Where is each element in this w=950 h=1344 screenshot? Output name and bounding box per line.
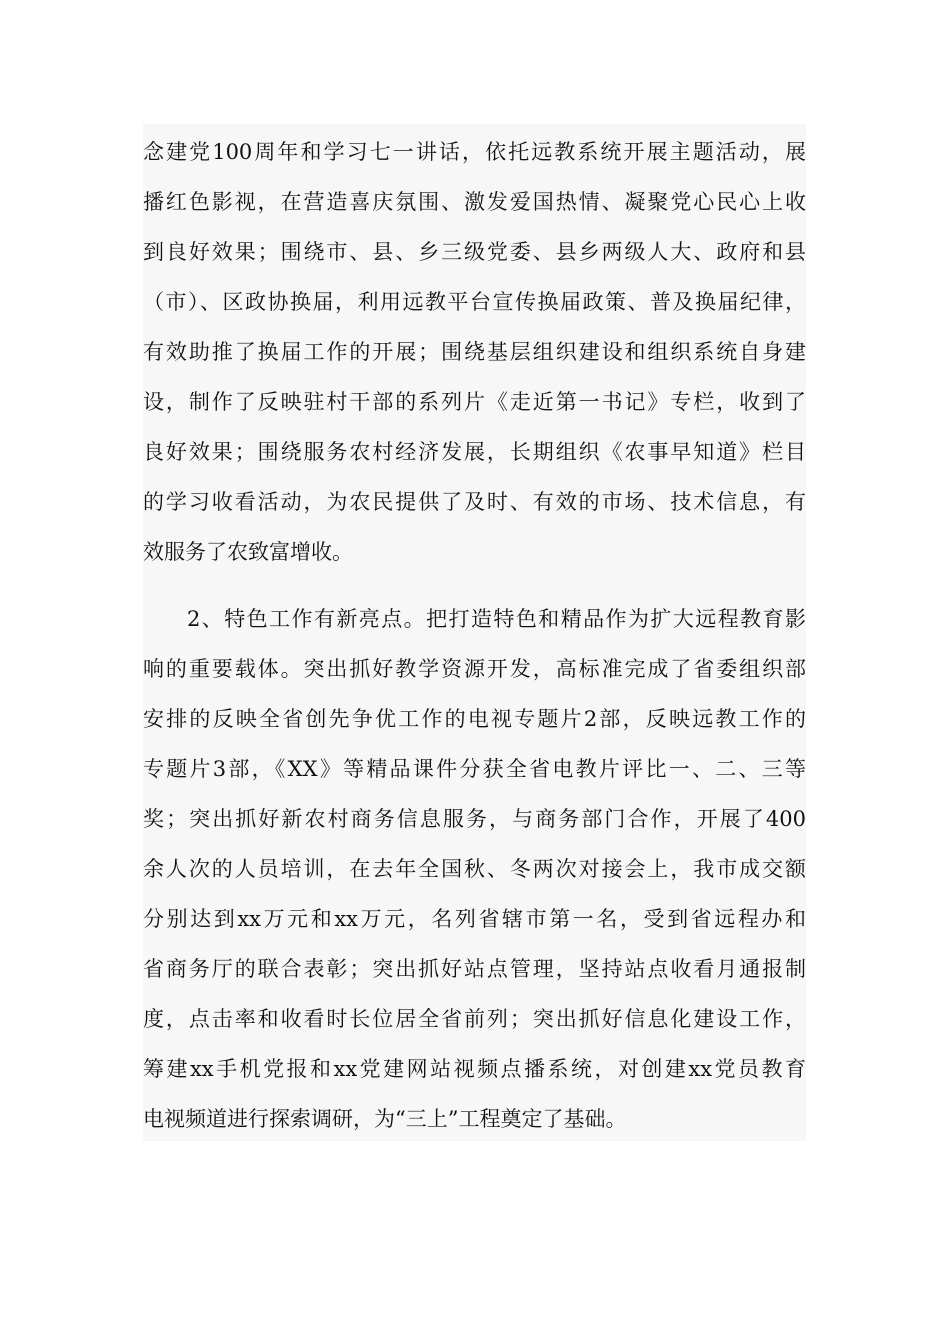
text-line: 分别达到xx万元和xx万元，名列省辖市第一名，受到省远程办和: [143, 907, 806, 931]
text-line: 念建党100周年和学习七一讲话，依托远教系统开展主题活动，展: [143, 140, 806, 164]
text-line: 专题片3部，《XX》等精品课件分获全省电教片评比一、二、三等: [143, 757, 806, 781]
text-line: 电视频道进行探索调研，为“三上”工程奠定了基础。: [143, 1107, 627, 1131]
text-line: 奖；突出抓好新农村商务信息服务，与商务部门合作，开展了400: [143, 807, 806, 831]
text-line: 到良好效果；围绕市、县、乡三级党委、县乡两级人大、政府和县: [143, 240, 806, 264]
text-line: 播红色影视，在营造喜庆氛围、激发爱国热情、凝聚党心民心上收: [143, 190, 806, 214]
paragraph-featured-work-highlights: [143, 594, 806, 1144]
text-line: （市）、区政协换届，利用远教平台宣传换届政策、普及换届纪律，: [143, 290, 806, 314]
paragraph-remote-education-activities: [143, 127, 806, 577]
text-line: 度，点击率和收看时长位居全省前列；突出抓好信息化建设工作，: [143, 1007, 806, 1031]
text-line: 效服务了农致富增收。: [143, 540, 353, 564]
text-line: 2、特色工作有新亮点。把打造特色和精品作为扩大远程教育影: [187, 607, 806, 631]
text-line: 安排的反映全省创先争优工作的电视专题片2部，反映远教工作的: [143, 707, 806, 731]
text-line: 余人次的人员培训，在去年全国秋、冬两次对接会上，我市成交额: [143, 857, 806, 881]
text-line: 的学习收看活动，为农民提供了及时、有效的市场、技术信息，有: [143, 490, 806, 514]
text-line: 设，制作了反映驻村干部的系列片《走近第一书记》专栏，收到了: [143, 390, 806, 414]
text-line: 省商务厅的联合表彰；突出抓好站点管理，坚持站点收看月通报制: [143, 957, 806, 981]
text-line: 响的重要载体。突出抓好教学资源开发，高标准完成了省委组织部: [143, 657, 806, 681]
text-line: 筹建xx手机党报和xx党建网站视频点播系统，对创建xx党员教育: [143, 1057, 806, 1081]
document-body: [143, 124, 806, 1141]
text-line: 良好效果；围绕服务农村经济发展，长期组织《农事早知道》栏目: [143, 440, 806, 464]
text-line: 有效助推了换届工作的开展；围绕基层组织建设和组织系统自身建: [143, 340, 806, 364]
